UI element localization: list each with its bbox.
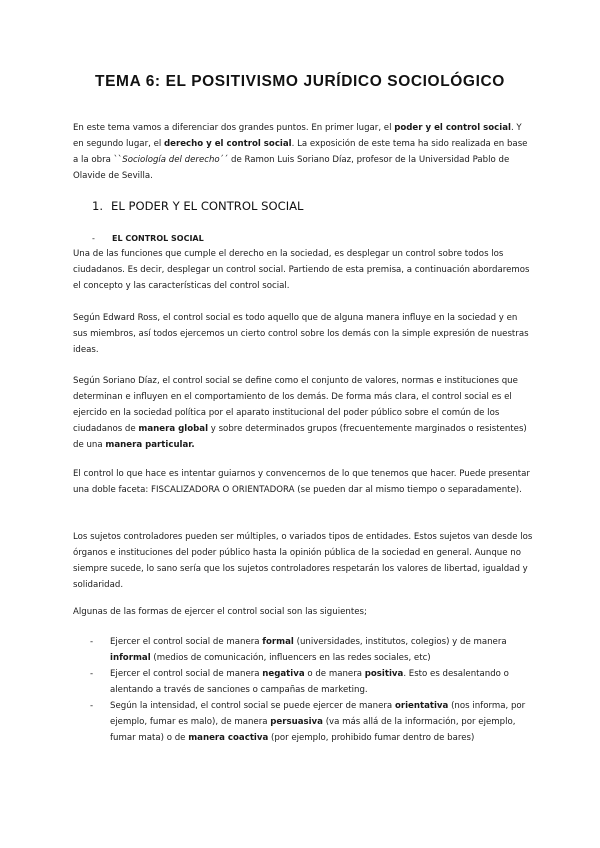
bullet-bold: informal: [110, 653, 151, 663]
bullet-dash: -: [90, 637, 94, 647]
bullet-text: (por ejemplo, prohibido fumar dentro de bares): [268, 733, 475, 743]
list-item: [90, 698, 530, 746]
intro-italic-book: Sociología del derecho: [122, 155, 220, 165]
bullet-bold: orientativa: [394, 701, 449, 711]
p3-bold-2: manera particular.: [105, 440, 195, 450]
bullet-text: Ejercer el control social de manera: [110, 669, 263, 679]
subsection-dash: -: [92, 234, 95, 243]
section-heading: [92, 198, 304, 214]
intro-bold-2: derecho y el control social: [163, 139, 292, 149]
paragraph-2: Según Edward Ross, el control social es todo aquello que de alguna manera influye en la sociedad y en sus miembros, así todos ejercemos un cierto control sobre los demás con la simple expresión de nuestras ideas.: [73, 313, 529, 355]
bullet-bold: formal: [262, 637, 294, 647]
bullet-dash: -: [90, 701, 94, 711]
intro-text-1: En este tema vamos a diferenciar dos grandes puntos. En primer lugar, el: [73, 123, 395, 133]
bullet-bold: positiva: [364, 669, 404, 679]
subsection-title: EL CONTROL SOCIAL: [112, 234, 204, 243]
paragraph-6: Algunas de las formas de ejercer el control social son las siguientes;: [73, 607, 367, 617]
list-item: [90, 666, 530, 698]
p3-text-2: y sobre determinados grupos (frecuentemente marginados o resistentes) de una: [73, 424, 527, 450]
p3-bold-1: manera global: [138, 424, 209, 434]
intro-bold-1: poder y el control social: [394, 123, 511, 133]
intro-text-4: ´´ de Ramon Luis Soriano Díaz, profesor de la Universidad Pablo de Olavide de Sevilla.: [73, 155, 510, 181]
intro-paragraph: [73, 120, 533, 184]
bullet-bold: persuasiva: [270, 717, 323, 727]
bullet-text: Según la intensidad, el control social se puede ejercer de manera: [110, 701, 395, 711]
subsection-heading: [92, 232, 204, 246]
bullet-text: Ejercer el control social de manera: [110, 637, 263, 647]
bullet-text: o de manera: [304, 669, 365, 679]
list-item: [90, 634, 530, 666]
p3-text-1: Según Soriano Díaz, el control social se define como el conjunto de valores, normas e instituciones que determinan e influyen en el comportamiento de los demás. De forma más clara, el control social es el ejercido en la sociedad política por el aparato institucional del poder público sobre el común de los ciudadanos de: [73, 376, 518, 434]
intro-text-3: . La exposición de este tema ha sido realizada en base a la obra ``: [73, 139, 528, 165]
paragraph-4: El control lo que hace es intentar guiarnos y convencernos de lo que tenemos que hacer. Puede presentar una doble faceta: FISCALIZADORA O ORIENTADORA (se pueden dar al mismo tiempo o separadamente).: [73, 469, 530, 495]
bullet-text: (va más allá de la información, por ejemplo, fumar mata) o de: [110, 717, 516, 743]
paragraph-1: Una de las funciones que cumple el derecho en la sociedad, es desplegar un control sobre todos los ciudadanos. Es decir, desplegar un control social. Partiendo de esta premisa, a continuación abordaremos el concepto y las características del control social.: [73, 249, 530, 291]
section-number: 1.: [92, 199, 104, 213]
bullet-dash: -: [90, 669, 94, 679]
paragraph-5: Los sujetos controladores pueden ser múltiples, o variados tipos de entidades. Estos sujetos van desde los órganos e instituciones del poder público hasta la opinión pública de la sociedad en general. Aunque no siempre sucede, lo sano sería que los sujetos controladores respetarán los valores de libertad, igualdad y solidaridad.: [73, 532, 533, 590]
intro-text-2: . Y en segundo lugar, el: [73, 123, 522, 149]
bullet-bold: manera coactiva: [188, 733, 269, 743]
section-title: EL PODER Y EL CONTROL SOCIAL: [111, 199, 304, 213]
bullet-text: (universidades, institutos, colegios) y de manera: [293, 637, 507, 647]
page-title: TEMA 6: EL POSITIVISMO JURÍDICO SOCIOLÓGICO: [95, 73, 505, 90]
bullet-list: [90, 634, 530, 746]
paragraph-3: [73, 373, 533, 453]
bullet-text: (nos informa, por ejemplo, fumar es malo), de manera: [110, 701, 526, 727]
bullet-bold: negativa: [262, 669, 305, 679]
bullet-text: (medios de comunicación, influencers en las redes sociales, etc): [150, 653, 431, 663]
bullet-text: . Esto es desalentando o alentando a través de sanciones o campañas de marketing.: [110, 669, 509, 695]
